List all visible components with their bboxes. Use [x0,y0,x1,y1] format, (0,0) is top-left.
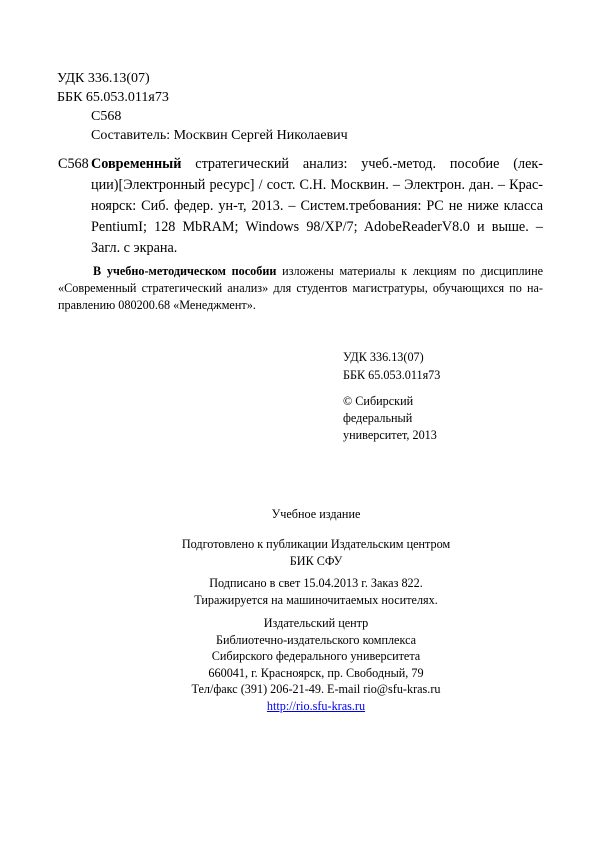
publisher-line-3: Сибирского федерального университета [211,649,421,663]
copyright-line-2: федеральный [343,411,413,425]
header-bbk: ББК 65.053.011я73 [57,90,169,105]
bibliographic-title: Современный [91,156,182,172]
bibliographic-line-4: PentiumI; 128 MbRAM; Windows 98/XP/7; AdobeReaderV8.0 и выше. – [91,219,543,235]
publisher-url-link[interactable]: http://rio.sfu-kras.ru [266,698,366,713]
classification-udk: УДК 336.13(07) [343,350,424,364]
imprint-signed [16,575,600,608]
bibliographic-code: С568 [58,156,89,172]
prepared-line-1: Подготовлено к публикации Издательским центром [181,537,451,551]
imprint-prepared [16,536,600,569]
bibliographic-line-2: ции)[Электронный ресурс] / сост. С.Н. Москвин. – Электрон. дан. – Крас- [91,177,543,193]
classification-bbk: ББК 65.053.011я73 [343,368,441,382]
publisher-line-1: Издательский центр [263,616,369,630]
imprint-publisher [16,615,600,714]
bibliographic-line-1-rest: стратегический анализ: учеб.-метод. пособие (лек- [195,156,543,172]
publisher-line-2: Библиотечно-издательского комплекса [215,632,417,647]
imprint-edition-type [16,506,600,523]
annotation-line-1-rest: изложены материалы к лекциям по дисциплине [282,264,543,278]
distribution-line: Тиражируется на машиночитаемых носителях. [194,592,438,607]
publisher-contacts: Тел/факс (391) 206-21-49. E-mail rio@sfu-kras.ru [191,682,441,696]
bibliographic-description [58,154,543,259]
annotation-line-1 [58,263,543,280]
header-compiler: Составитель: Москвин Сергей Николаевич [91,128,348,143]
copyright-line-1: © Сибирский [343,394,414,408]
bibliographic-line-3: ноярск: Сиб. федер. ун-т, 2013. – Систем.требования: PC не ниже класса [91,198,543,214]
prepared-line-2: БИК СФУ [289,553,343,568]
annotation-line-3: правлению 080200.68 «Менеджмент». [58,298,256,312]
header-udk: УДК 336.13(07) [57,71,150,86]
annotation [58,263,543,314]
publisher-address: 660041, г. Красноярск, пр. Свободный, 79 [208,665,424,680]
bibliographic-line-1 [91,154,543,175]
annotation-line-2: «Современный стратегический анализ» для студентов магистратуры, обучающихся по на- [58,281,543,295]
annotation-bold-lead: В учебно-методическом пособии [93,264,277,278]
header-code: С568 [91,109,122,124]
signed-line: Подписано в свет 15.04.2013 г. Заказ 822. [209,576,423,590]
copyright-line-3: университет, 2013 [343,428,437,442]
edition-type-text: Учебное издание [271,507,361,521]
bibliographic-line-5: Загл. с экрана. [91,240,178,256]
